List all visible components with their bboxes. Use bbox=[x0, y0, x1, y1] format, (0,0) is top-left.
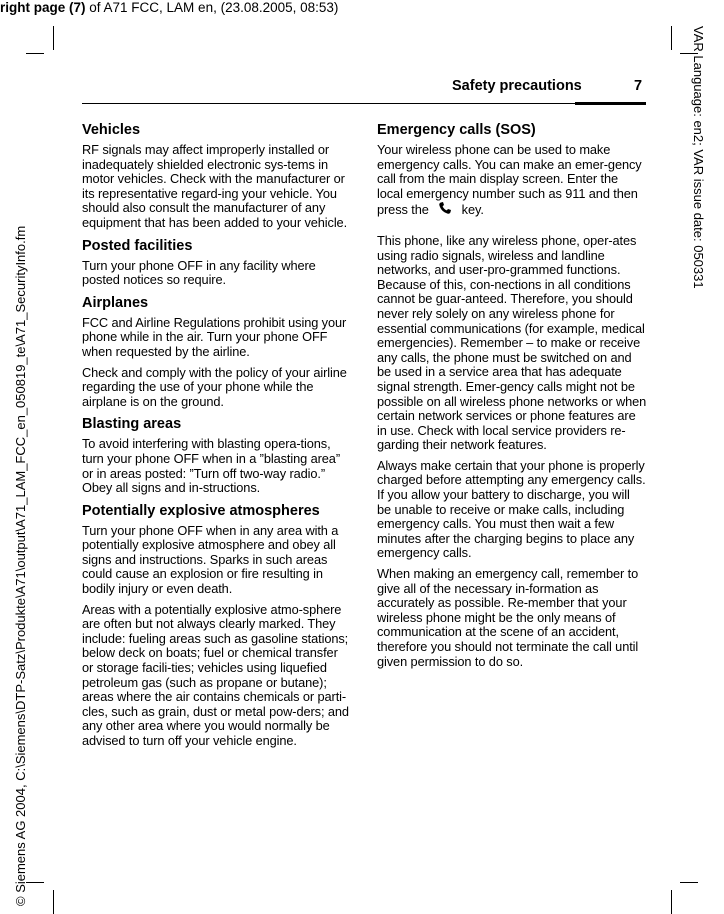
var-language-info: VAR Language: en2; VAR issue date: 050331 bbox=[691, 26, 706, 289]
paragraph: FCC and Airline Regulations prohibit using your phone while in the air. Turn your phone OFF when requested by the airline. bbox=[82, 314, 347, 359]
paragraph-text: key. bbox=[458, 202, 484, 218]
page-number: 7 bbox=[634, 78, 643, 94]
right-column bbox=[377, 121, 647, 675]
print-info-page: right page (7) bbox=[0, 0, 86, 15]
crop-mark bbox=[680, 882, 698, 883]
paragraph: This phone, like any wireless phone, oper-ates using radio signals, wireless and landline networks, and user-pro-grammed functions. Because of this, con-nections in all conditions cannot be guar-anteed. Therefore, you should never rely solely on any wireless phone for essential communications (for example, medical emergencies). Remember – to make or receive any calls, the phone must be switched on and be used in a service area that has adequate signal strength. Emer-gency calls might not be possible on all wireless phone networks or when certain network services or phone features are in use. Check with local service providers re-garding their network features. bbox=[377, 232, 647, 453]
copyright-file-path: © Siemens AG 2004, C:\Siemens\DTP-Satz\Produkte\A71\output\A71_LAM_FCC_en_050819_te\A71_SecurityInfo.fm bbox=[13, 225, 28, 906]
paragraph bbox=[377, 143, 647, 218]
paragraph: Check and comply with the policy of your airline regarding the use of your phone while the airplane is on the ground. bbox=[82, 364, 347, 409]
paragraph: When making an emergency call, remember to give all of the necessary in-formation as accurately as possible. Re-member that your wireless phone might be the only means of communication at the scene of an accident, therefore you should not terminate the call until given permission to do so. bbox=[377, 566, 639, 669]
paragraph: Turn your phone OFF when in any area with a potentially explosive atmosphere and obey all signs and instructions. Sparks in such areas could cause an explosion or fire resulting in bodily injury or even death. bbox=[82, 522, 339, 597]
section-heading-blasting-areas: Blasting areas bbox=[82, 416, 182, 433]
section-heading-vehicles: Vehicles bbox=[82, 122, 141, 138]
paragraph: RF signals may affect improperly installed or inadequately shielded electronic sys-tems in motor vehicles. Check with the manufacturer or its representative regard-ing your vehicle. You should also consult the manufacturer of any equipment that has been added to your vehicle. bbox=[82, 142, 348, 230]
crop-mark bbox=[53, 26, 54, 50]
left-column bbox=[82, 121, 352, 755]
section-heading-airplanes: Airplanes bbox=[82, 294, 149, 311]
header-rule bbox=[82, 103, 575, 104]
paragraph: To avoid interfering with blasting opera-tions, turn your phone OFF when in a ”blasting area” or in areas posted: ”Turn off two-way radio.” Obey all signs and in-structions. bbox=[82, 436, 340, 496]
print-info-line bbox=[0, 0, 338, 15]
paragraph: Always make certain that your phone is properly charged before attempting any emergency calls. If you allow your battery to discharge, you will be unable to receive or make calls, including emergency calls. You must then wait a few minutes after the charging begins to place any emergency calls. bbox=[377, 457, 646, 561]
paragraph-text: Your wireless phone can be used to make emergency calls. You can make an emer-gency call from the main display screen. Enter the local emergency number such as 911 and then press the bbox=[377, 142, 642, 218]
crop-mark bbox=[26, 53, 44, 54]
crop-mark bbox=[671, 890, 672, 914]
paragraph: Areas with a potentially explosive atmo-sphere are often but not always clearly marked. They include: fueling areas such as gasoline stations; below deck on boats; fuel or chemical transfer or storage facili-ties; vehicles using liquefied petroleum gas (such as propane or butane); areas where the air contains chemicals or parti-cles, such as grain, dust or metal pow-ders; and any other area where you would normally be advised to turn off your vehicle engine. bbox=[82, 601, 349, 748]
crop-mark bbox=[53, 890, 54, 914]
call-key-icon bbox=[432, 201, 458, 213]
running-header-title: Safety precautions bbox=[452, 78, 582, 94]
section-heading-emergency-calls: Emergency calls (SOS) bbox=[377, 122, 536, 138]
paragraph: Turn your phone OFF in any facility where posted notices so require. bbox=[82, 257, 316, 288]
print-info-details: of A71 FCC, LAM en, (23.08.2005, 08:53) bbox=[85, 0, 339, 15]
header-rule-accent bbox=[575, 102, 646, 105]
crop-mark bbox=[671, 26, 672, 50]
section-heading-explosive-atmospheres: Potentially explosive atmospheres bbox=[82, 502, 320, 519]
section-heading-posted-facilities: Posted facilities bbox=[82, 237, 193, 254]
crop-mark bbox=[26, 882, 44, 883]
